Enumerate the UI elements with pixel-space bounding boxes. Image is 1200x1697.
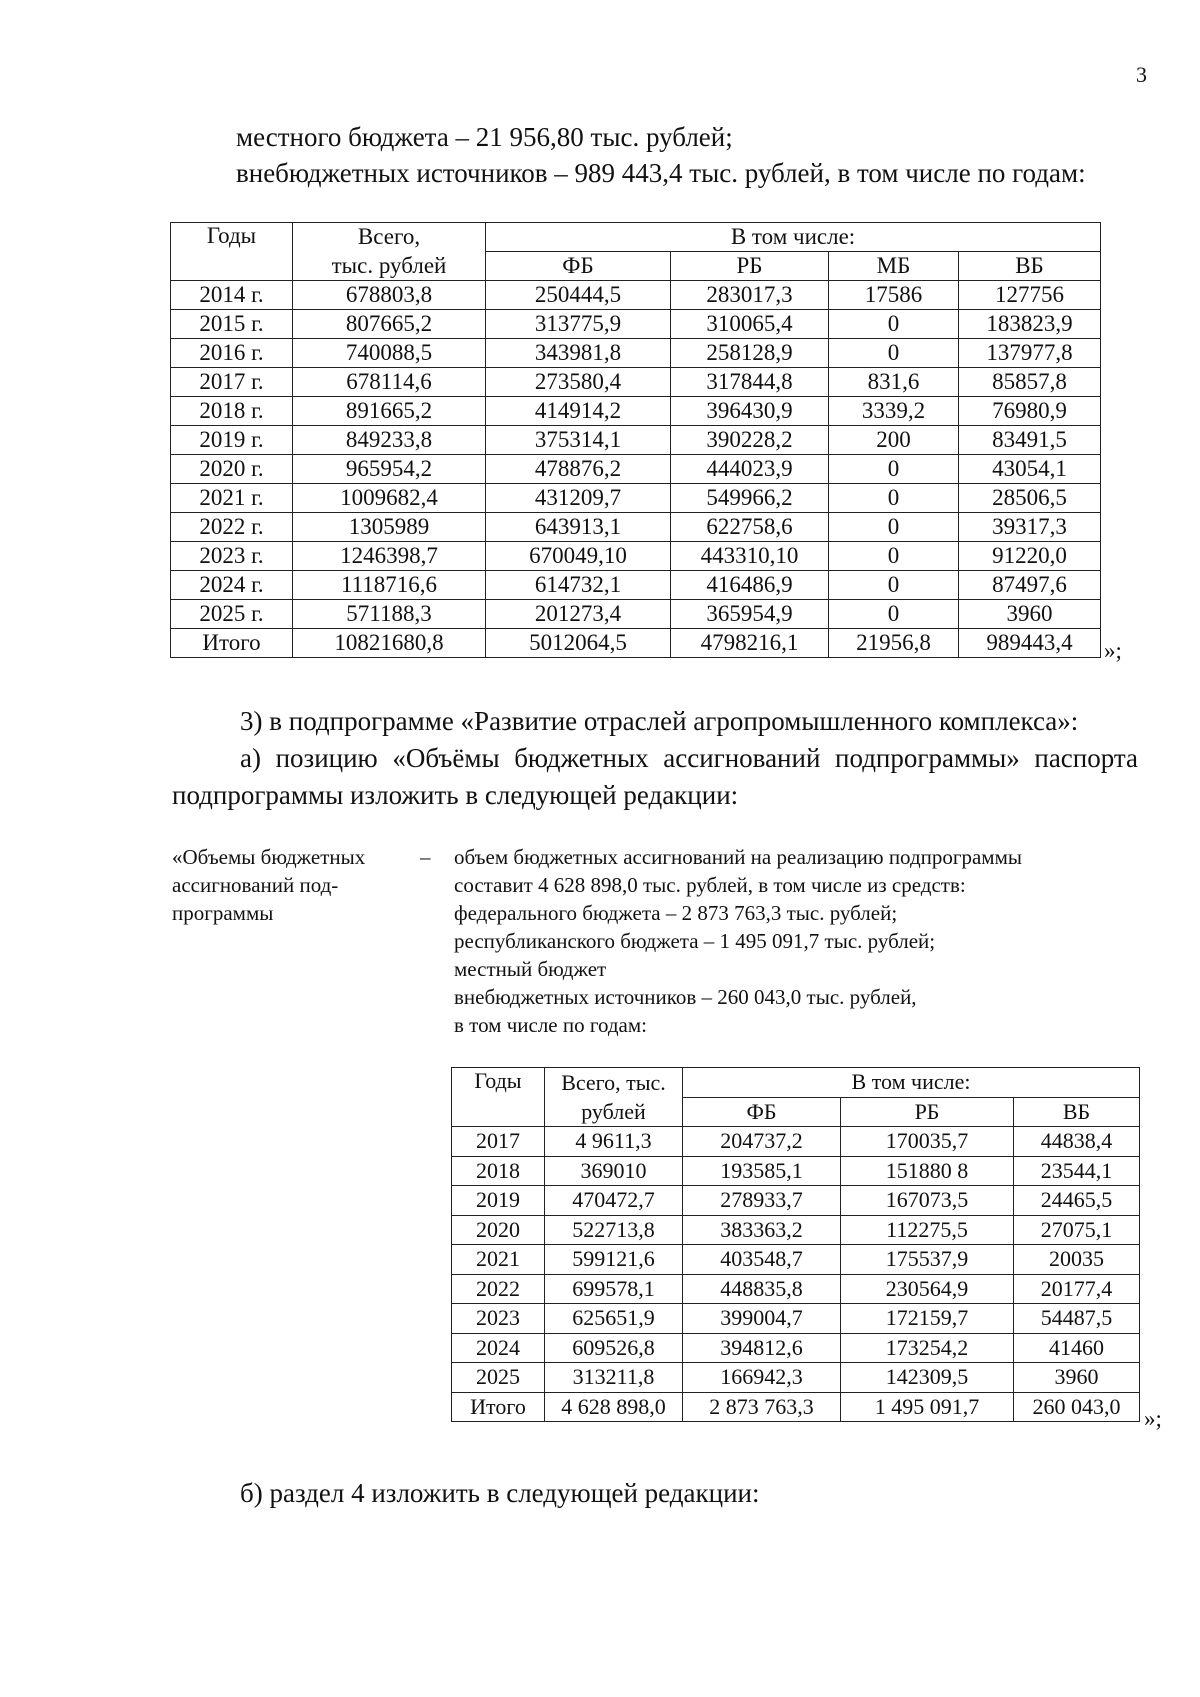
passport-label-line-1: «Объемы бюджетных — [172, 845, 366, 869]
funding-table-2 — [451, 1067, 1140, 1422]
passport-label-line-3: программы — [172, 901, 274, 925]
table1-row — [171, 484, 1101, 513]
table2-cell: 24465,5 — [1014, 1186, 1140, 1216]
table2-cell: 2018 — [452, 1156, 545, 1186]
funding-table-1 — [170, 222, 1101, 658]
table1-row — [171, 600, 1101, 629]
table1-cell: 989443,4 — [959, 629, 1101, 658]
table2-cell: 470472,7 — [545, 1186, 683, 1216]
table1-cell: 965954,2 — [293, 455, 486, 484]
table1-cell: 678114,6 — [293, 368, 486, 397]
table1-cell: 1009682,4 — [293, 484, 486, 513]
table1-row — [171, 426, 1101, 455]
table2-cell: 369010 — [545, 1156, 683, 1186]
table1-cell: 85857,8 — [959, 368, 1101, 397]
passport-text-line-1: объем бюджетных ассигнований на реализацию подпрограммы — [454, 845, 1022, 869]
table2-header-vb: ВБ — [1014, 1097, 1140, 1127]
table1-cell: 183823,9 — [959, 310, 1101, 339]
table2-cell: 1 495 091,7 — [841, 1392, 1014, 1422]
table1-cell: 365954,9 — [671, 600, 829, 629]
table2-cell: 2023 — [452, 1304, 545, 1334]
table1-cell: 444023,9 — [671, 455, 829, 484]
table1-header-years: Годы — [171, 223, 293, 281]
table1-cell: 137977,8 — [959, 339, 1101, 368]
table1-cell: 283017,3 — [671, 281, 829, 310]
table2-cell: 522713,8 — [545, 1215, 683, 1245]
table2-row — [452, 1215, 1140, 1245]
table2-cell: 699578,1 — [545, 1274, 683, 1304]
table2-cell: 4 9611,3 — [545, 1127, 683, 1157]
table2-cell: 3960 — [1014, 1363, 1140, 1393]
table1-header-total-1: Всего, — [293, 223, 486, 252]
table1-cell: 414914,2 — [486, 397, 671, 426]
table1-cell: 76980,9 — [959, 397, 1101, 426]
table1-cell: 250444,5 — [486, 281, 671, 310]
table1-cell: 83491,5 — [959, 426, 1101, 455]
table2-cell: 2025 — [452, 1363, 545, 1393]
table2-cell: 2 873 763,3 — [683, 1392, 841, 1422]
table1-row — [171, 310, 1101, 339]
table2-cell: 2024 — [452, 1333, 545, 1363]
table1-cell: 622758,6 — [671, 513, 829, 542]
table1-cell: 310065,4 — [671, 310, 829, 339]
table2-row — [452, 1274, 1140, 1304]
table1-cell: Итого — [171, 629, 293, 658]
table1-cell: 43054,1 — [959, 455, 1101, 484]
table2-row — [452, 1304, 1140, 1334]
table2-header-years: Годы — [452, 1068, 545, 1127]
table2-header-including: В том числе: — [683, 1068, 1140, 1098]
table2-row — [452, 1363, 1140, 1393]
table2-cell: 260 043,0 — [1014, 1392, 1140, 1422]
table1-cell: 2025 г. — [171, 600, 293, 629]
table1-row — [171, 368, 1101, 397]
table1-cell: 1118716,6 — [293, 571, 486, 600]
table1-cell: 343981,8 — [486, 339, 671, 368]
table1-cell: 2023 г. — [171, 542, 293, 571]
table2-cell: 448835,8 — [683, 1274, 841, 1304]
table1-cell: 390228,2 — [671, 426, 829, 455]
passport-text-line-6: внебюджетных источников – 260 043,0 тыс. рублей, — [454, 985, 917, 1009]
table2-cell: 173254,2 — [841, 1333, 1014, 1363]
table1-cell: 849233,8 — [293, 426, 486, 455]
table2-cell: 20035 — [1014, 1245, 1140, 1275]
passport-text-line-2: составит 4 628 898,0 тыс. рублей, в том числе из средств: — [454, 873, 966, 897]
table2-cell: 599121,6 — [545, 1245, 683, 1275]
table1-row — [171, 397, 1101, 426]
table1-cell: 317844,8 — [671, 368, 829, 397]
table1-header-row-1 — [171, 223, 1101, 252]
table1-row — [171, 571, 1101, 600]
table1-cell: 39317,3 — [959, 513, 1101, 542]
table2-cell: 172159,7 — [841, 1304, 1014, 1334]
table2-cell: 2020 — [452, 1215, 545, 1245]
table1-cell: 258128,9 — [671, 339, 829, 368]
table2-cell: 112275,5 — [841, 1215, 1014, 1245]
table2-row — [452, 1245, 1140, 1275]
table1-cell: 0 — [829, 455, 959, 484]
table2-header-row-1 — [452, 1068, 1140, 1098]
table1-cell: 678803,8 — [293, 281, 486, 310]
table1-cell: 0 — [829, 542, 959, 571]
table1-cell: 396430,9 — [671, 397, 829, 426]
table1-cell: 0 — [829, 339, 959, 368]
table1-cell: 549966,2 — [671, 484, 829, 513]
table2-cell: 394812,6 — [683, 1333, 841, 1363]
table2-cell: 313211,8 — [545, 1363, 683, 1393]
table1-cell: 1246398,7 — [293, 542, 486, 571]
table2-header-total-2: рублей — [545, 1097, 683, 1127]
table2-cell: 151880 8 — [841, 1156, 1014, 1186]
table1-cell: 1305989 — [293, 513, 486, 542]
table2-cell: 44838,4 — [1014, 1127, 1140, 1157]
table1-cell: 3339,2 — [829, 397, 959, 426]
table2-row — [452, 1186, 1140, 1216]
table1-cell: 10821680,8 — [293, 629, 486, 658]
table2-row — [452, 1127, 1140, 1157]
table1-cell: 2019 г. — [171, 426, 293, 455]
table1-cell: 807665,2 — [293, 310, 486, 339]
table2-cell: 142309,5 — [841, 1363, 1014, 1393]
table1-cell: 431209,7 — [486, 484, 671, 513]
table2-cell: 4 628 898,0 — [545, 1392, 683, 1422]
table2-cell: 170035,7 — [841, 1127, 1014, 1157]
table1-cell: 2015 г. — [171, 310, 293, 339]
table1-cell: 2024 г. — [171, 571, 293, 600]
table2-cell: 20177,4 — [1014, 1274, 1140, 1304]
table1-header-total-2: тыс. рублей — [293, 252, 486, 281]
table2-cell: 204737,2 — [683, 1127, 841, 1157]
table1-header-including: В том числе: — [486, 223, 1101, 252]
table1-cell: 2021 г. — [171, 484, 293, 513]
table1-cell: 2016 г. — [171, 339, 293, 368]
table2-cell: Итого — [452, 1392, 545, 1422]
table2-cell: 609526,8 — [545, 1333, 683, 1363]
table1-cell: 4798216,1 — [671, 629, 829, 658]
table1-header-rb: РБ — [671, 252, 829, 281]
table1-row — [171, 629, 1101, 658]
table1-cell: 87497,6 — [959, 571, 1101, 600]
table1-cell: 127756 — [959, 281, 1101, 310]
table2-cell: 278933,7 — [683, 1186, 841, 1216]
intro-line-local-budget: местного бюджета – 21 956,80 тыс. рублей; — [236, 122, 733, 152]
table2-cell: 27075,1 — [1014, 1215, 1140, 1245]
table1-cell: 670049,10 — [486, 542, 671, 571]
table1-row — [171, 513, 1101, 542]
table1-cell: 2022 г. — [171, 513, 293, 542]
table2-cell: 41460 — [1014, 1333, 1140, 1363]
table1-cell: 740088,5 — [293, 339, 486, 368]
table2-row — [452, 1156, 1140, 1186]
table2-header-fb: ФБ — [683, 1097, 841, 1127]
table2-cell: 2022 — [452, 1274, 545, 1304]
table1-header-vb: ВБ — [959, 252, 1101, 281]
table2-cell: 383363,2 — [683, 1215, 841, 1245]
section3-line-2: а) позицию «Объёмы бюджетных ассигнований подпрограммы» паспорта — [240, 743, 1138, 773]
table1-cell: 0 — [829, 571, 959, 600]
table2-cell: 175537,9 — [841, 1245, 1014, 1275]
table2-cell: 399004,7 — [683, 1304, 841, 1334]
table1-cell: 0 — [829, 600, 959, 629]
table1-cell: 0 — [829, 513, 959, 542]
table1-cell: 416486,9 — [671, 571, 829, 600]
table1-row — [171, 542, 1101, 571]
table2-cell: 625651,9 — [545, 1304, 683, 1334]
table2-cell: 193585,1 — [683, 1156, 841, 1186]
table2-header-row-2 — [452, 1097, 1140, 1127]
table1-cell: 3960 — [959, 600, 1101, 629]
table1-cell: 443310,10 — [671, 542, 829, 571]
table2-cell: 166942,3 — [683, 1363, 841, 1393]
table1-cell: 0 — [829, 484, 959, 513]
table2-row — [452, 1392, 1140, 1422]
table2-row — [452, 1333, 1140, 1363]
table1-cell: 21956,8 — [829, 629, 959, 658]
table1-header-fb: ФБ — [486, 252, 671, 281]
table1-cell: 831,6 — [829, 368, 959, 397]
table1-cell: 891665,2 — [293, 397, 486, 426]
table2-cell: 167073,5 — [841, 1186, 1014, 1216]
table1-closing-quote: »; — [1104, 638, 1122, 663]
table1-cell: 2018 г. — [171, 397, 293, 426]
table1-cell: 201273,4 — [486, 600, 671, 629]
table1-cell: 2017 г. — [171, 368, 293, 397]
table1-cell: 614732,1 — [486, 571, 671, 600]
table2-cell: 403548,7 — [683, 1245, 841, 1275]
passport-text-line-5: местный бюджет — [454, 957, 607, 981]
table1-row — [171, 281, 1101, 310]
page-number: 3 — [1136, 62, 1147, 87]
table1-cell: 2020 г. — [171, 455, 293, 484]
table1-header-row-2 — [171, 252, 1101, 281]
section3-line-3: подпрограммы изложить в следующей редакции: — [172, 780, 739, 810]
passport-text-line-7: в том числе по годам: — [454, 1013, 647, 1037]
table1-cell: 2014 г. — [171, 281, 293, 310]
table1-cell: 0 — [829, 310, 959, 339]
table2-cell: 54487,5 — [1014, 1304, 1140, 1334]
table2-cell: 23544,1 — [1014, 1156, 1140, 1186]
table2-closing-quote: »; — [1144, 1406, 1162, 1431]
table1-cell: 643913,1 — [486, 513, 671, 542]
table2-cell: 2019 — [452, 1186, 545, 1216]
table1-row — [171, 339, 1101, 368]
table2-cell: 2017 — [452, 1127, 545, 1157]
table2-cell: 230564,9 — [841, 1274, 1014, 1304]
table1-cell: 28506,5 — [959, 484, 1101, 513]
table1-header-mb: МБ — [829, 252, 959, 281]
table1-cell: 478876,2 — [486, 455, 671, 484]
intro-line-extrabudget: внебюджетных источников – 989 443,4 тыс. рублей, в том числе по годам: — [236, 158, 1086, 188]
table1-cell: 200 — [829, 426, 959, 455]
table1-cell: 375314,1 — [486, 426, 671, 455]
table1-cell: 91220,0 — [959, 542, 1101, 571]
table1-row — [171, 455, 1101, 484]
table1-cell: 17586 — [829, 281, 959, 310]
passport-text-line-4: республиканского бюджета – 1 495 091,7 тыс. рублей; — [454, 929, 936, 953]
passport-label-line-2: ассигнований под- — [172, 873, 339, 897]
table1-cell: 313775,9 — [486, 310, 671, 339]
section3-line-1: 3) в подпрограмме «Развитие отраслей агропромышленного комплекса»: — [240, 706, 1079, 736]
table2-header-total-1: Всего, тыс. — [545, 1068, 683, 1098]
table2-header-rb: РБ — [841, 1097, 1014, 1127]
table1-cell: 5012064,5 — [486, 629, 671, 658]
passport-text-line-3: федерального бюджета – 2 873 763,3 тыс. рублей; — [454, 901, 898, 925]
table1-cell: 571188,3 — [293, 600, 486, 629]
section-b-line: б) раздел 4 изложить в следующей редакции: — [240, 1478, 760, 1508]
table2-cell: 2021 — [452, 1245, 545, 1275]
table1-cell: 273580,4 — [486, 368, 671, 397]
passport-dash: – — [420, 845, 431, 869]
